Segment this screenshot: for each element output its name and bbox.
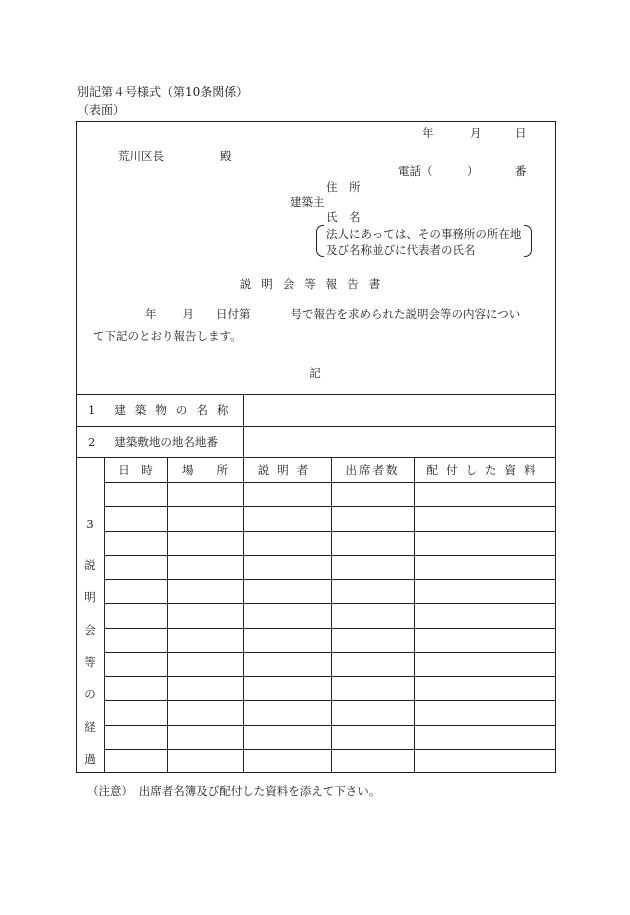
ki-heading: 記 <box>309 366 321 380</box>
table-row-line <box>104 555 556 556</box>
table-row-line <box>104 531 556 532</box>
section3-vertical-char: の <box>84 687 96 701</box>
item-1-number: 1 <box>88 403 96 417</box>
phone-suffix: 番 <box>515 164 527 178</box>
note-bracket-left <box>316 225 324 257</box>
body-line-1 <box>145 309 520 321</box>
body-month: 月 <box>182 307 194 321</box>
item-1 <box>88 405 237 417</box>
table-row-line <box>104 700 556 701</box>
date-month: 月 <box>470 126 482 140</box>
item-2-label: 建築敷地の地名地番 <box>114 435 218 449</box>
body-year: 年 <box>145 307 157 321</box>
col-place: 場 所 <box>182 463 228 477</box>
table-row-line <box>104 652 556 653</box>
col-materials: 配付した資料 <box>426 463 544 477</box>
addressee-name: 荒川区長 <box>118 149 164 163</box>
table-row-line <box>104 506 556 507</box>
body-rest: 号で報告を求められた説明会等の内容につい <box>290 307 521 321</box>
date-year: 年 <box>422 126 434 140</box>
corporate-note <box>326 226 521 258</box>
table-row-line <box>104 725 556 726</box>
footnote: （注意） 出席者名簿及び配付した資料を添えて下さい。 <box>87 784 381 798</box>
col-attendees: 出席者数 <box>345 463 400 477</box>
col-presenter: 説明者 <box>257 463 317 477</box>
address-label: 住 所 <box>326 180 361 194</box>
table-row-line <box>104 749 556 750</box>
section3-vertical-char: 経 <box>84 720 96 734</box>
name-label: 氏 名 <box>326 210 361 224</box>
builder-label: 建築主 <box>290 195 325 209</box>
table-row-line <box>104 482 556 483</box>
phone-label: 電話（ ） <box>398 164 479 178</box>
divider-top <box>76 394 556 395</box>
addressee <box>118 151 232 163</box>
addressee-suffix: 殿 <box>220 149 232 163</box>
item-1-label: 建築物の名称 <box>114 403 238 417</box>
section3-vertical-char: 明 <box>84 590 96 604</box>
divider-item2 <box>76 426 556 427</box>
table-row-line <box>104 603 556 604</box>
item-2 <box>88 437 218 449</box>
section3-vertical-char: 過 <box>84 752 96 766</box>
body-date: 日付第 <box>216 307 251 321</box>
col-datetime: 日 時 <box>118 463 153 477</box>
form-title: 別記第４号様式（第10条関係） <box>77 85 249 99</box>
section3-vertical-char: 説 <box>84 558 96 572</box>
document-title: 説明会等報告書 <box>239 277 391 291</box>
corporate-note-line2: 及び名称並びに代表者の氏名 <box>326 243 476 257</box>
table-row-line <box>104 579 556 580</box>
corporate-note-line1: 法人にあっては、その事務所の所在地 <box>326 227 522 241</box>
section3-vertical-char: 会 <box>84 623 96 637</box>
note-bracket-right <box>524 225 532 257</box>
item-2-number: 2 <box>88 435 96 449</box>
face-label: （表面） <box>77 103 126 117</box>
item-label-divider <box>243 394 244 457</box>
body-line-2: て下記のとおり報告します。 <box>93 329 242 343</box>
section3-number: 3 <box>86 517 94 531</box>
section3-vertical-char: 等 <box>84 655 96 669</box>
table-row-line <box>104 628 556 629</box>
date-day: 日 <box>515 126 527 140</box>
divider-section3 <box>76 457 556 458</box>
table-row-line <box>104 676 556 677</box>
